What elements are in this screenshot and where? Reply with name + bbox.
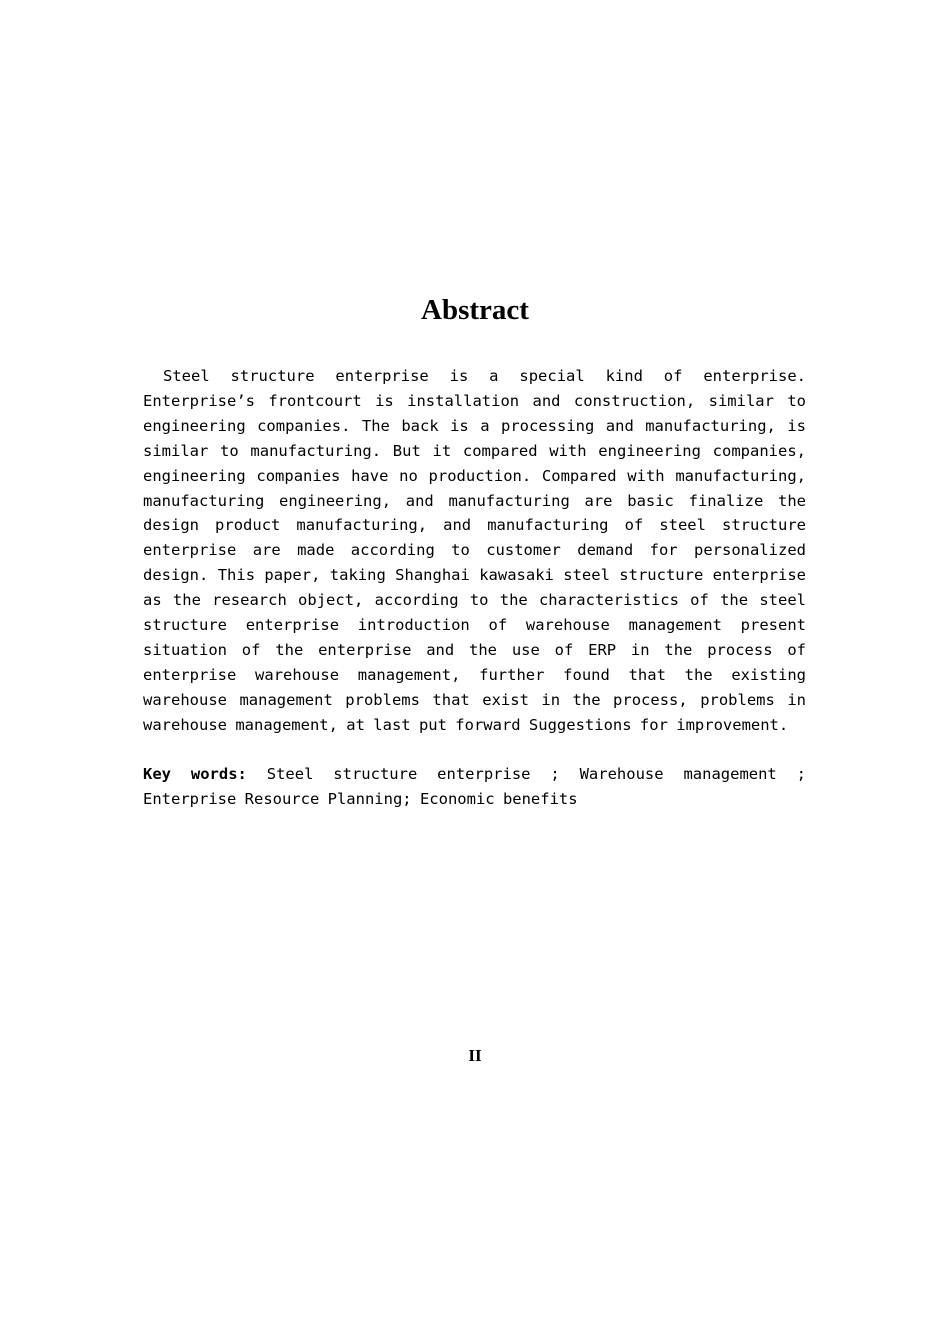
abstract-title: Abstract bbox=[421, 294, 529, 326]
keywords-paragraph bbox=[143, 762, 806, 812]
abstract-body: Steel structure enterprise is a special kind of enterprise. Enterprise’s frontcourt is installation and construction, similar to engineering companies. The back is a processing and manufacturing, is similar to manufacturing. But it compared with engineering companies, engineering companies have no production. Compared with manufacturing, manufacturing engineering, and manufacturing are basic finalize the design product manufacturing, and manufacturing of steel structure enterprise are made according to customer demand for personalized design. This paper, taking Shanghai kawasaki steel structure enterprise as the research object, according to the characteristics of the steel structure enterprise introduction of warehouse management present situation of the enterprise and the use of ERP in the process of enterprise warehouse management, further found that the existing warehouse management problems that exist in the process, problems in warehouse management, at last put forward Suggestions for improvement. bbox=[143, 367, 806, 734]
page-number: II bbox=[468, 1046, 482, 1065]
keywords-text: Steel structure enterprise ; Warehouse management ; Enterprise Resource Planning; Economic benefits bbox=[143, 765, 806, 808]
keywords-label: Key words: bbox=[143, 765, 247, 783]
